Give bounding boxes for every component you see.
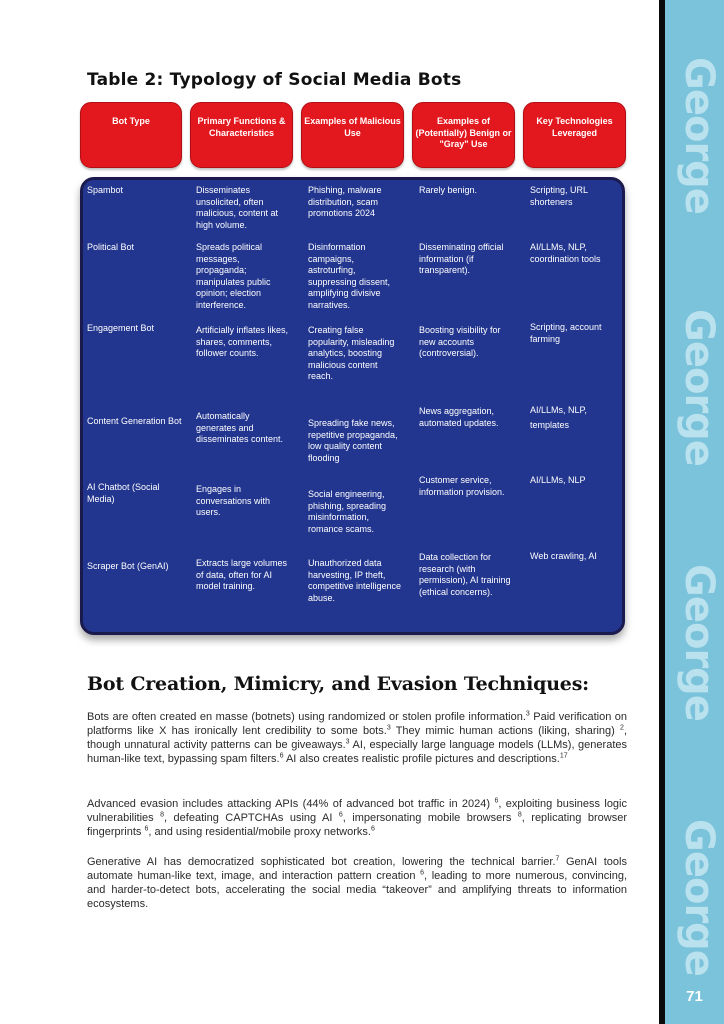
table-cell-functions: Disseminates unsolicited, often malicious, content at high volume. xyxy=(196,185,279,230)
table-cell-malicious: Creating false popularity, misleading analytics, boosting malicious content reach. xyxy=(308,325,395,381)
sidebar-watermark: George xyxy=(676,308,722,466)
sidebar-watermark: George xyxy=(676,818,722,976)
table-cell-functions: Engages in conversations with users. xyxy=(196,484,271,517)
paragraph-text: Bots are often created en masse (botnets) using randomized or stolen profile information. xyxy=(87,711,526,723)
citation-superscript: 6 xyxy=(338,811,343,819)
table-cell-benign: News aggregation, automated updates. xyxy=(419,406,499,428)
paragraph-text: , leading to more numerous, convincing, and harder-to-detect bots, accelerating the social media “takeover” and amplifying threats to information ecosystems. xyxy=(87,870,627,910)
table-cell-type: Political Bot xyxy=(87,242,135,252)
paragraph-text: , exploiting business logic vulnerabilities xyxy=(87,798,627,824)
citation-superscript: 6 xyxy=(279,752,284,760)
table-cell-tech: Web crawling, AI xyxy=(530,551,597,561)
citation-superscript: 6 xyxy=(144,825,149,833)
header-bot-type: Bot Type xyxy=(80,102,182,168)
paragraph-text: , defeating CAPTCHAs using AI xyxy=(164,812,339,824)
header-malicious-use: Examples of Malicious Use xyxy=(301,102,404,168)
paragraph-text: AI also creates realistic profile pictures and descriptions. xyxy=(283,753,560,765)
paragraph xyxy=(87,710,627,766)
citation-superscript: 6 xyxy=(370,825,375,833)
paragraph-text: Advanced evasion includes attacking APIs (44% of advanced bot traffic in 2024) xyxy=(87,798,495,810)
paragraph-text: , replicating browser fingerprints xyxy=(87,812,628,838)
paragraph-text: AI, especially large language models (LLMs), generates human-like text, bypassing spam filters. xyxy=(87,739,627,765)
paragraph-text: Paid verification on platforms like X has ironically lent credibility to some bots. xyxy=(87,711,628,737)
table-cell-type: Scraper Bot (GenAI) xyxy=(87,561,169,571)
paragraph-text: , though unnatural activity patterns can be giveaways. xyxy=(87,725,627,751)
table-cell-tech: AI/LLMs, NLP xyxy=(530,475,586,485)
table-cell-malicious: Spreading fake news, repetitive propaganda, low quality content flooding xyxy=(308,418,398,463)
citation-superscript: 17 xyxy=(559,752,568,760)
citation-superscript: 3 xyxy=(386,724,391,732)
citation-superscript: 8 xyxy=(517,811,522,819)
header-benign-use: Examples of (Potentially) Benign or "Gray" Use xyxy=(412,102,515,168)
table-cell-functions: Spreads political messages, propaganda; manipulates public opinion; election interference. xyxy=(196,242,271,310)
table-cell-type: Content Generation Bot xyxy=(87,416,182,426)
citation-superscript: 3 xyxy=(345,738,350,746)
table-cell-tech: Scripting, URL shorteners xyxy=(530,185,588,207)
table-cell-tech: AI/LLMs, NLP, templates xyxy=(530,405,587,430)
section-title: Bot Creation, Mimicry, and Evasion Techniques: xyxy=(87,673,590,695)
table-cell-tech: Scripting, account farming xyxy=(530,322,602,344)
table-cell-malicious: Phishing, malware distribution, scam promotions 2024 xyxy=(308,185,382,218)
page-number: 71 xyxy=(686,988,703,1005)
paragraph-text: GenAI tools automate human-like text, image, and interaction pattern creation xyxy=(87,856,627,882)
table-cell-type: Spambot xyxy=(87,185,124,195)
table-cell-type: Engagement Bot xyxy=(87,323,155,333)
paragraph xyxy=(87,797,627,839)
paragraph-text: Generative AI has democratized sophisticated bot creation, lowering the technical barrier. xyxy=(87,856,556,868)
paragraph-text: They mimic human actions (liking, sharing) xyxy=(390,725,621,737)
table-cell-benign: Rarely benign. xyxy=(419,185,478,195)
table-title: Table 2: Typology of Social Media Bots xyxy=(87,70,462,90)
citation-superscript: 3 xyxy=(525,710,530,718)
paragraph-text: , impersonating mobile browsers xyxy=(342,812,518,824)
citation-superscript: 6 xyxy=(494,797,499,805)
citation-superscript: 6 xyxy=(420,869,425,877)
table-cell-functions: Extracts large volumes of data, often for AI model training. xyxy=(196,558,288,591)
header-primary-functions: Primary Functions & Characteristics xyxy=(190,102,293,168)
table-cell-benign: Customer service, information provision. xyxy=(419,475,505,497)
citation-superscript: 2 xyxy=(620,724,624,732)
table-cell-functions: Artificially inflates likes, shares, comments, follower counts. xyxy=(196,325,289,358)
table-cell-benign: Disseminating official information (if transparent). xyxy=(419,242,504,275)
table-cell-type: AI Chatbot (Social Media) xyxy=(87,482,160,504)
paragraph-text: , and using residential/mobile proxy networks. xyxy=(148,826,371,838)
paragraph xyxy=(87,855,627,911)
table-cell-malicious: Unauthorized data harvesting, IP theft, competitive intelligence abuse. xyxy=(308,558,402,603)
table-cell-benign: Boosting visibility for new accounts (controversial). xyxy=(419,325,501,358)
table-cell-malicious: Disinformation campaigns, astroturfing, suppressing dissent, amplifying divisive narratives. xyxy=(308,242,391,310)
sidebar xyxy=(659,0,724,1024)
table-cell-tech: AI/LLMs, NLP, coordination tools xyxy=(530,242,601,264)
table-cell-functions: Automatically generates and disseminates content. xyxy=(196,411,284,444)
header-key-technologies: Key Technologies Leveraged xyxy=(523,102,626,168)
table-cell-malicious: Social engineering, phishing, spreading misinformation, romance scams. xyxy=(308,489,387,534)
sidebar-watermark: George xyxy=(676,563,722,721)
citation-superscript: 7 xyxy=(555,855,560,863)
table-cell-benign: Data collection for research (with permission), AI training (ethical concerns). xyxy=(419,552,511,597)
citation-superscript: 8 xyxy=(160,811,165,819)
sidebar-watermark: George xyxy=(676,56,722,214)
